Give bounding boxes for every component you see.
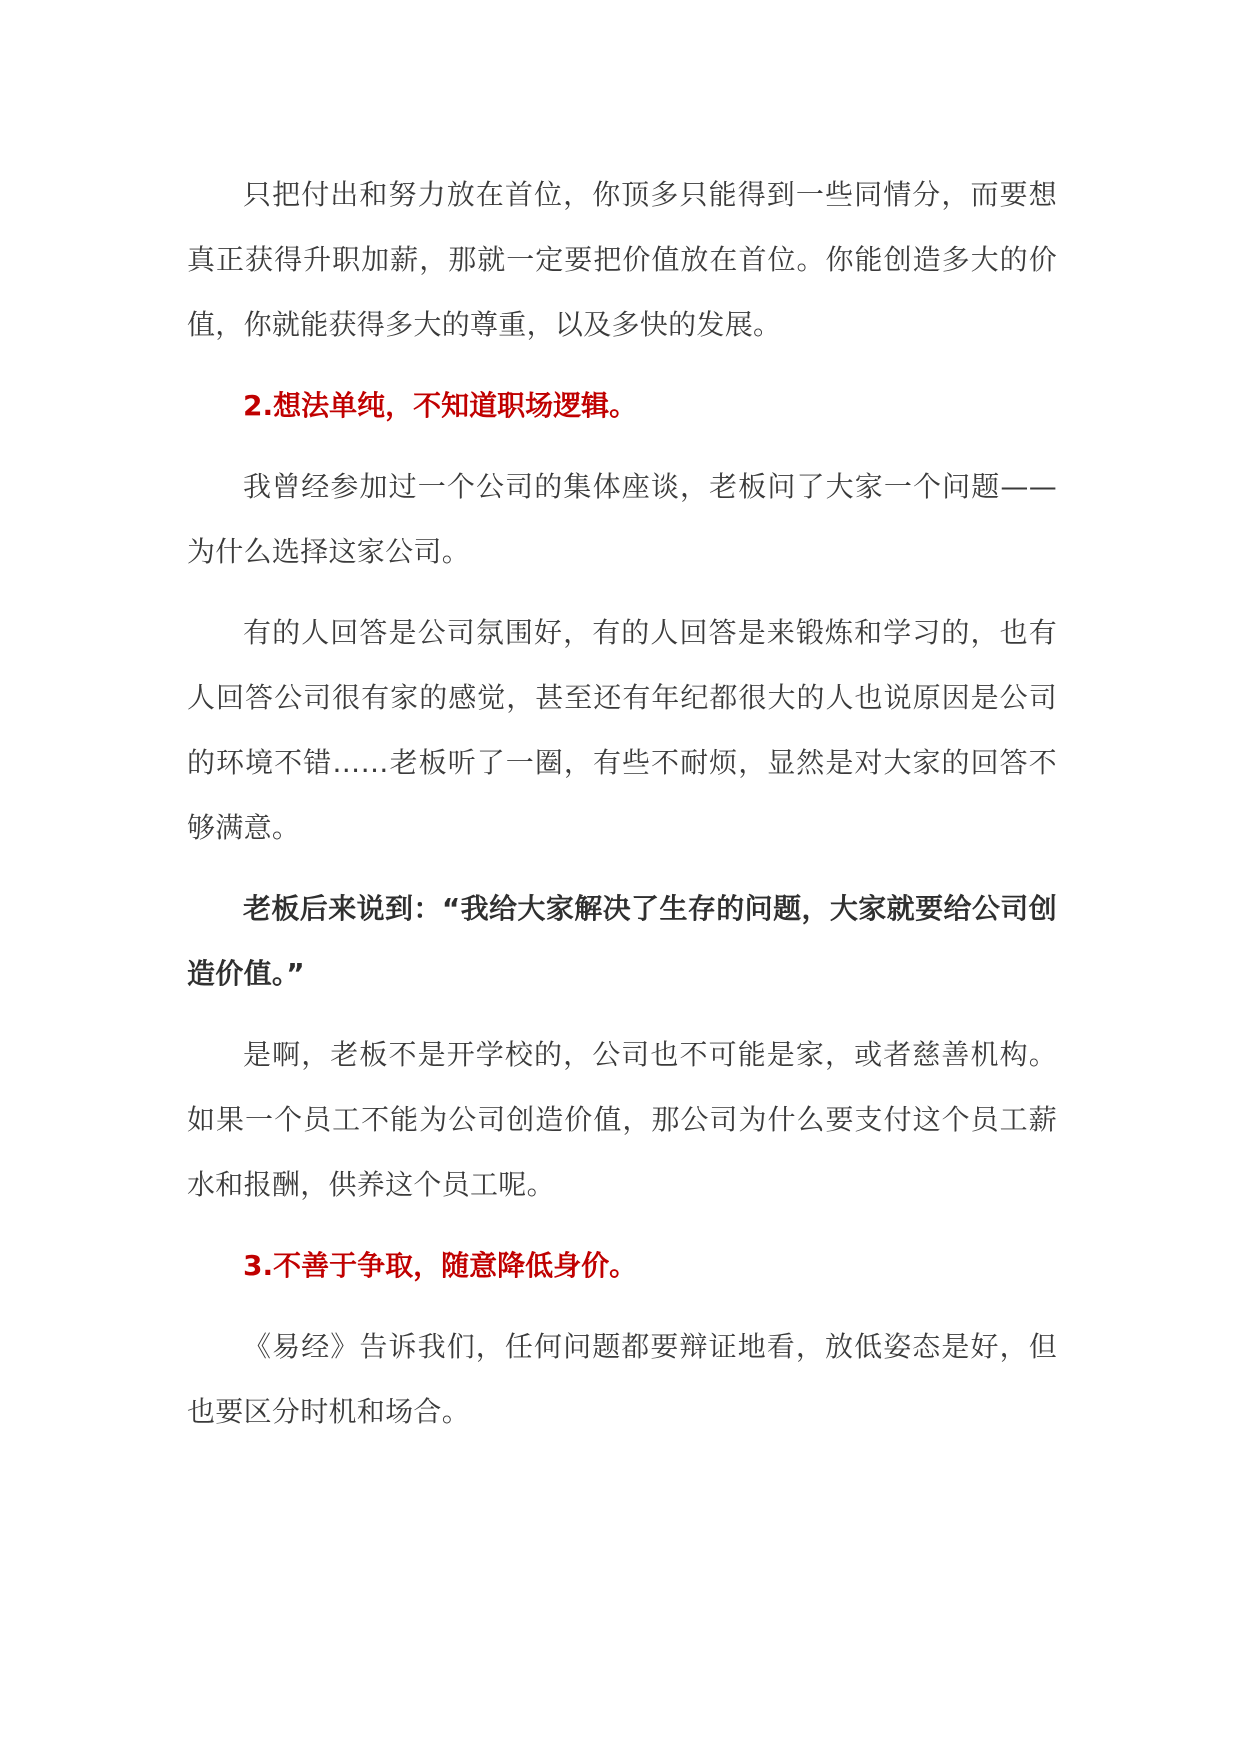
paragraph-boss-quote: 老板后来说到：“我给大家解决了生存的问题，大家就要给公司创造价值。”: [187, 892, 1057, 990]
paragraph-answers: 有的人回答是公司氛围好，有的人回答是来锻炼和学习的，也有人回答公司很有家的感觉，甚至还有年纪都很大的人也说原因是公司的环境不错……老板听了一圈，有些不耐烦，显然是对大家的回答不够满意。: [187, 616, 1057, 844]
paragraph-meeting: 我曾经参加过一个公司的集体座谈，老板问了大家一个问题——为什么选择这家公司。: [187, 470, 1057, 568]
section-heading-3: 3.不善于争取，随意降低身价。: [243, 1249, 638, 1282]
paragraph-value-first: 只把付出和努力放在首位，你顶多只能得到一些同情分，而要想真正获得升职加薪，那就一定要把价值放在首位。你能创造多大的价值，你就能获得多大的尊重，以及多快的发展。: [187, 178, 1057, 341]
paragraph-not-school: 是啊，老板不是开学校的，公司也不可能是家，或者慈善机构。如果一个员工不能为公司创造价值，那公司为什么要支付这个员工薪水和报酬，供养这个员工呢。: [187, 1038, 1057, 1201]
section-heading-2: 2.想法单纯，不知道职场逻辑。: [243, 389, 638, 422]
document-page: [187, 162, 1057, 1460]
paragraph-yijing: 《易经》告诉我们，任何问题都要辩证地看，放低姿态是好，但也要区分时机和场合。: [187, 1330, 1057, 1428]
